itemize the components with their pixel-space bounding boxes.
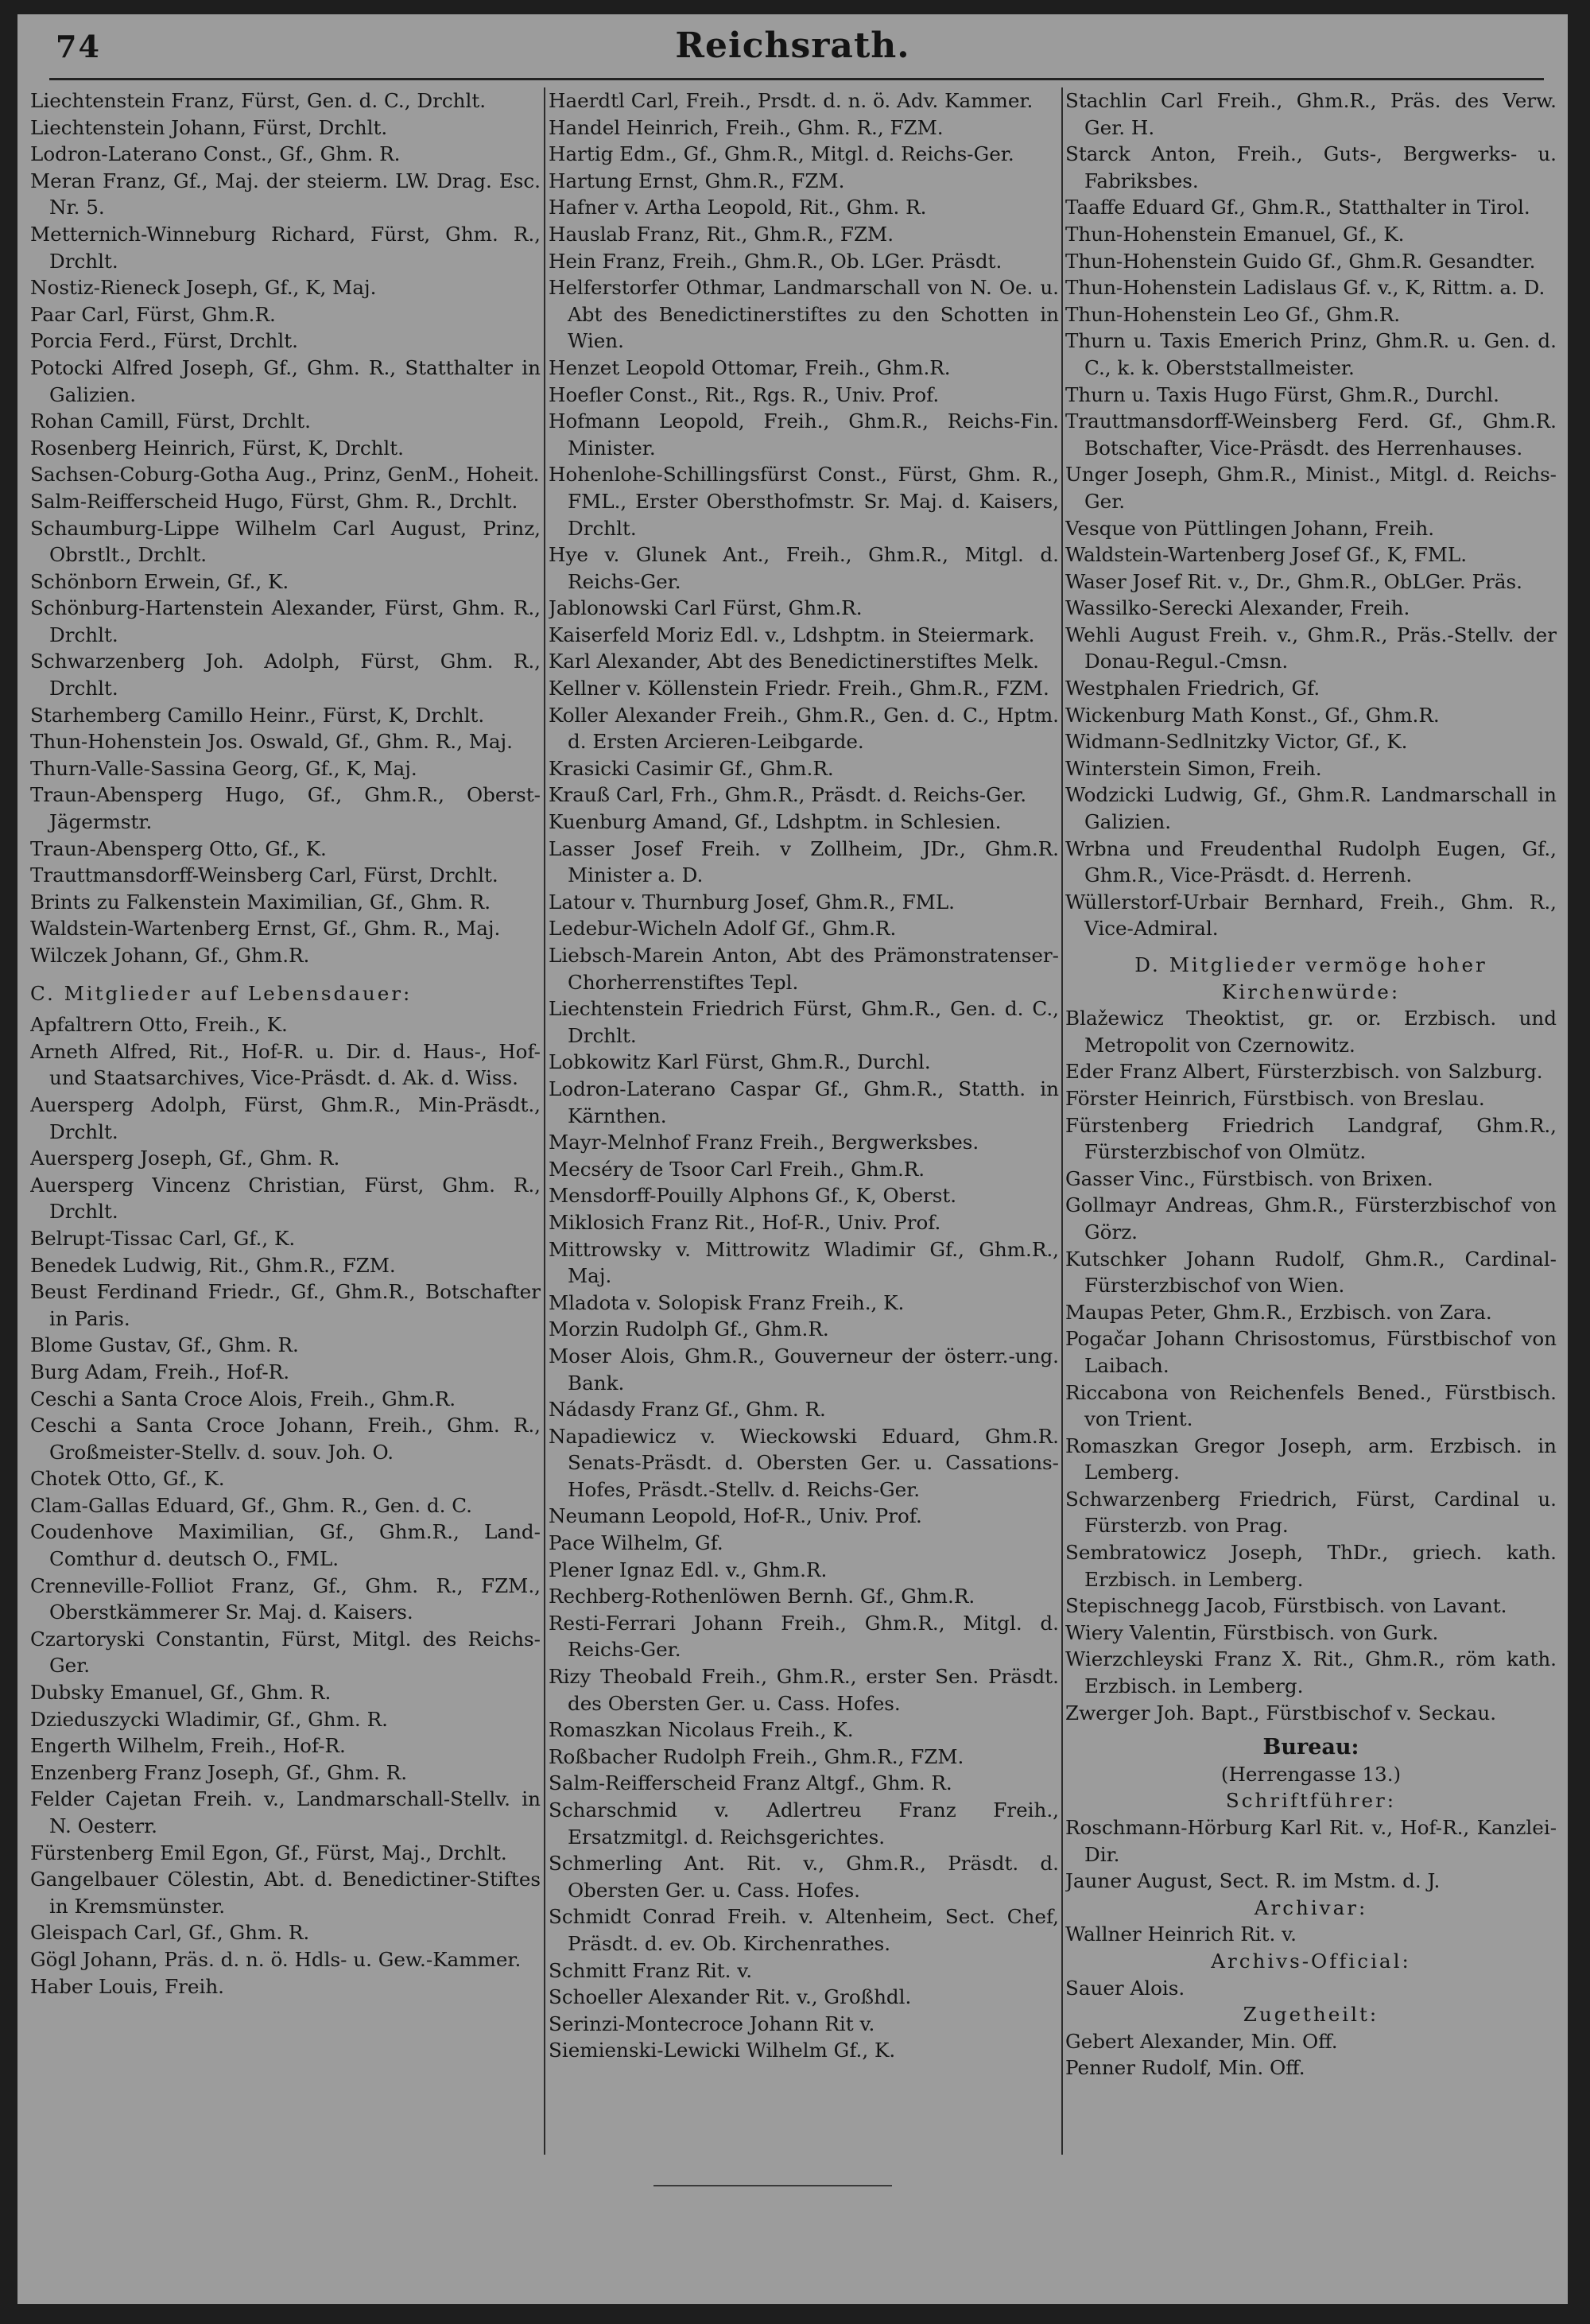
list-item: Schoeller Alexander Rit. v., Großhdl. [549, 1985, 912, 2009]
list-item: Lodron-Laterano Caspar Gf., Ghm.R., Statth. in Kärnthen. [549, 1077, 1059, 1127]
list-item: Gollmayr Andreas, Ghm.R., Fürsterzbischof von Görz. [1065, 1193, 1557, 1243]
list-item: Winterstein Simon, Freih. [1065, 756, 1322, 780]
list-item: Lasser Josef Freih. v Zollheim, JDr., Ghm.R. Minister a. D. [549, 836, 1059, 887]
list-item: Starck Anton, Freih., Guts-, Bergwerks- u. Fabriksbes. [1065, 142, 1557, 192]
bureau-heading: Bureau: [1262, 1735, 1359, 1760]
entry-list [1065, 1005, 1557, 1726]
list-item: Wüllerstorf-Urbair Bernhard, Freih., Ghm. R., Vice-Admiral. [1065, 890, 1557, 941]
document-page [17, 14, 1568, 2304]
list-item: Neumann Leopold, Hof-R., Univ. Prof. [549, 1504, 922, 1528]
list-item: Wrbna und Freudenthal Rudolph Eugen, Gf., Ghm.R., Vice-Präsdt. d. Herrenh. [1065, 836, 1557, 887]
list-item: Unger Joseph, Ghm.R., Minist., Mitgl. d. Reichs-Ger. [1065, 463, 1557, 513]
list-item: Hauslab Franz, Rit., Ghm.R., FZM. [549, 222, 894, 246]
list-item: Eder Franz Albert, Fürsterzbisch. von Salzburg. [1065, 1060, 1543, 1084]
list-item: Maupas Peter, Ghm.R., Erzbisch. von Zara. [1065, 1300, 1492, 1324]
list-item: Lobkowitz Karl Fürst, Ghm.R., Durchl. [549, 1050, 931, 1074]
list-item: Brints zu Falkenstein Maximilian, Gf., Ghm. R. [30, 890, 491, 914]
entry-list [1065, 2028, 1557, 2082]
list-item: Gangelbauer Cölestin, Abt. d. Benedictiner-Stiftes in Kremsmünster. [30, 1868, 541, 1918]
list-item: Gögl Johann, Präs. d. n. ö. Hdls- u. Gew.-Kammer. [30, 1947, 522, 1971]
list-item: Widmann-Sedlnitzky Victor, Gf., K. [1065, 730, 1408, 754]
list-item: Hartig Edm., Gf., Ghm.R., Mitgl. d. Reichs-Ger. [549, 142, 1014, 166]
list-item: Potocki Alfred Joseph, Gf., Ghm. R., Statthalter in Galizien. [30, 355, 541, 406]
list-item: Thurn-Valle-Sassina Georg, Gf., K, Maj. [30, 756, 417, 780]
list-item: Kutschker Johann Rudolf, Ghm.R., Cardinal-Fürsterzbischof von Wien. [1065, 1247, 1557, 1298]
list-item: Mayr-Melnhof Franz Freih., Bergwerksbes. [549, 1131, 979, 1154]
list-item: Rechberg-Rothenlöwen Bernh. Gf., Ghm.R. [549, 1585, 975, 1608]
archivar-entry: Wallner Heinrich Rit. v. [1065, 1922, 1297, 1946]
list-item: Hye v. Glunek Ant., Freih., Ghm.R., Mitgl. d. Reichs-Ger. [549, 543, 1059, 593]
list-item: Burg Adam, Freih., Hof-R. [30, 1360, 290, 1383]
list-item: Benedek Ludwig, Rit., Ghm.R., FZM. [30, 1253, 396, 1277]
page-title: Reichsrath. [675, 25, 910, 66]
list-item: Rosenberg Heinrich, Fürst, K, Drchlt. [30, 436, 404, 460]
list-item: Schönborn Erwein, Gf., K. [30, 569, 289, 593]
list-item: Clam-Gallas Eduard, Gf., Ghm. R., Gen. d. C. [30, 1493, 473, 1517]
list-item: Wassilko-Serecki Alexander, Freih. [1065, 596, 1410, 620]
list-item: Liechtenstein Friedrich Fürst, Ghm.R., Gen. d. C., Drchlt. [549, 997, 1059, 1047]
list-item: Trauttmansdorff-Weinsberg Ferd. Gf., Ghm.R. Botschafter, Vice-Präsdt. des Herrenhauses. [1065, 409, 1557, 460]
entry-list [549, 87, 1059, 2064]
list-item: Krauß Carl, Frh., Ghm.R., Präsdt. d. Reichs-Ger. [549, 783, 1027, 807]
list-item: Belrupt-Tissac Carl, Gf., K. [30, 1226, 296, 1250]
list-item: Hofmann Leopold, Freih., Ghm.R., Reichs-Fin. Minister. [549, 409, 1059, 460]
list-item: Karl Alexander, Abt des Benedictinerstiftes Melk. [549, 650, 1039, 673]
list-item: Czartoryski Constantin, Fürst, Mitgl. des Reichs-Ger. [30, 1627, 541, 1678]
archivs-official-entry: Sauer Alois. [1065, 1976, 1185, 2000]
page-header [17, 25, 1568, 73]
list-item: Waldstein-Wartenberg Josef Gf., K, FML. [1065, 543, 1468, 567]
list-item: Koller Alexander Freih., Ghm.R., Gen. d. C., Hptm. d. Ersten Arcieren-Leibgarde. [549, 703, 1059, 754]
list-item: Pace Wilhelm, Gf. [549, 1531, 723, 1555]
list-item: Ledebur-Wicheln Adolf Gf., Ghm.R. [549, 917, 897, 941]
list-item: Salm-Reifferscheid Franz Altgf., Ghm. R. [549, 1771, 952, 1795]
list-item: Hartung Ernst, Ghm.R., FZM. [549, 169, 845, 192]
list-item: Chotek Otto, Gf., K. [30, 1467, 225, 1491]
entry-list [30, 87, 541, 969]
list-item: Taaffe Eduard Gf., Ghm.R., Statthalter in Tirol. [1065, 196, 1530, 219]
list-item: Metternich-Winneburg Richard, Fürst, Ghm. R., Drchlt. [30, 222, 541, 273]
list-item: Miklosich Franz Rit., Hof-R., Univ. Prof. [549, 1210, 941, 1234]
list-item: Liechtenstein Johann, Fürst, Drchlt. [30, 115, 388, 139]
list-item: Auersperg Joseph, Gf., Ghm. R. [30, 1146, 340, 1170]
list-item: Thun-Hohenstein Emanuel, Gf., K. [1065, 222, 1405, 246]
list-item: Scharschmid v. Adlertreu Franz Freih., Ersatzmitgl. d. Reichsgerichtes. [549, 1798, 1059, 1849]
list-item: Hohenlohe-Schillingsfürst Const., Fürst, Ghm. R., FML., Erster Obersthofmstr. Sr. Maj. d. Kaisers, Drchlt. [549, 463, 1059, 540]
list-item: Nádasdy Franz Gf., Ghm. R. [549, 1398, 826, 1422]
column-left [30, 87, 541, 2171]
list-item: Morzin Rudolph Gf., Ghm.R. [549, 1317, 829, 1341]
list-item: Hein Franz, Freih., Ghm.R., Ob. LGer. Präsdt. [549, 249, 1002, 273]
column-divider [544, 87, 545, 2155]
list-item: Waser Josef Rit. v., Dr., Ghm.R., ObLGer. Präs. [1065, 569, 1522, 593]
entry-list [30, 1011, 541, 2000]
list-item: Thun-Hohenstein Ladislaus Gf. v., K, Rittm. a. D. [1065, 276, 1545, 300]
list-item: Plener Ignaz Edl. v., Ghm.R. [549, 1558, 828, 1581]
list-item: Schaumburg-Lippe Wilhelm Carl August, Prinz, Obrstlt., Drchlt. [30, 516, 541, 567]
list-item: Nostiz-Rieneck Joseph, Gf., K, Maj. [30, 276, 377, 300]
list-item: Salm-Reifferscheid Hugo, Fürst, Ghm. R., Drchlt. [30, 489, 518, 513]
list-item: Liechtenstein Franz, Fürst, Gen. d. C., Drchlt. [30, 89, 487, 112]
list-item: Wiery Valentin, Fürstbisch. von Gurk. [1065, 1620, 1439, 1644]
list-item: Mladota v. Solopisk Franz Freih., K. [549, 1290, 905, 1314]
list-item: Dzieduszycki Wladimir, Gf., Ghm. R. [30, 1707, 388, 1731]
list-item: Schönburg-Hartenstein Alexander, Fürst, Ghm. R., Drchlt. [30, 596, 541, 646]
list-item: Auersperg Vincenz Christian, Fürst, Ghm. R., Drchlt. [30, 1173, 541, 1224]
list-item: Crenneville-Folliot Franz, Gf., Ghm. R., FZM., Oberstkämmerer Sr. Maj. d. Kaisers. [30, 1573, 541, 1624]
list-item: Kuenburg Amand, Gf., Ldshptm. in Schlesien. [549, 810, 1002, 834]
list-item: Kaiserfeld Moriz Edl. v., Ldshptm. in Steiermark. [549, 623, 1035, 646]
list-item: Gasser Vinc., Fürstbisch. von Brixen. [1065, 1166, 1433, 1190]
list-item: Thun-Hohenstein Jos. Oswald, Gf., Ghm. R., Maj. [30, 730, 513, 754]
list-item: Latour v. Thurnburg Josef, Ghm.R., FML. [549, 890, 955, 914]
list-item: Ceschi a Santa Croce Johann, Freih., Ghm. R., Großmeister-Stellv. d. souv. Joh. O. [30, 1414, 541, 1464]
list-item: Arneth Alfred, Rit., Hof-R. u. Dir. d. Haus-, Hof- und Staatsarchives, Vice-Präsdt. d. Ak. d. Wiss. [30, 1039, 541, 1090]
zugetheilt-label: Zugetheilt: [1243, 2003, 1379, 2027]
column-right [1065, 87, 1557, 2171]
list-item: Schmitt Franz Rit. v. [549, 1958, 753, 1982]
list-item: Henzet Leopold Ottomar, Freih., Ghm.R. [549, 355, 951, 379]
list-item: Enzenberg Franz Joseph, Gf., Ghm. R. [30, 1760, 408, 1784]
archivar-label: Archivar: [1254, 1895, 1368, 1919]
list-item: Schmidt Conrad Freih. v. Altenheim, Sect. Chef, Präsdt. d. ev. Ob. Kirchenrathes. [549, 1905, 1059, 1955]
list-item: Hoefler Const., Rit., Rgs. R., Univ. Prof. [549, 382, 940, 406]
list-item: Moser Alois, Ghm.R., Gouverneur der österr.-ung. Bank. [549, 1344, 1059, 1395]
list-item: Haerdtl Carl, Freih., Prsdt. d. n. ö. Adv. Kammer. [549, 89, 1034, 112]
list-item: Dubsky Emanuel, Gf., Ghm. R. [30, 1681, 332, 1705]
list-item: Sachsen-Coburg-Gotha Aug., Prinz, GenM., Hoheit. [30, 463, 540, 487]
list-item: Schmerling Ant. Rit. v., Ghm.R., Präsdt. d. Obersten Ger. u. Cass. Hofes. [549, 1852, 1059, 1902]
list-item: Napadiewicz v. Wieckowski Eduard, Ghm.R. Senats-Präsdt. d. Obersten Ger. u. Cassations-Hofes, Präsdt.-Stellv. d. Reichs-Ger. [549, 1424, 1059, 1501]
list-item: Schwarzenberg Joh. Adolph, Fürst, Ghm. R., Drchlt. [30, 650, 541, 700]
list-item: Engerth Wilhelm, Freih., Hof-R. [30, 1734, 346, 1758]
list-item: Thun-Hohenstein Guido Gf., Ghm.R. Gesandter. [1065, 249, 1536, 273]
header-rule [49, 78, 1544, 80]
list-item: Siemienski-Lewicki Wilhelm Gf., K. [549, 2039, 896, 2062]
list-item: Kellner v. Köllenstein Friedr. Freih., Ghm.R., FZM. [549, 677, 1049, 700]
entry-list [1065, 87, 1557, 942]
list-item: Westphalen Friedrich, Gf. [1065, 677, 1320, 700]
list-item: Roßbacher Rudolph Freih., Ghm.R., FZM. [549, 1744, 964, 1768]
list-item: Romaszkan Nicolaus Freih., K. [549, 1718, 854, 1742]
list-item: Pogačar Johann Chrisostomus, Fürstbischof von Laibach. [1065, 1327, 1557, 1377]
list-item: Lodron-Laterano Const., Gf., Ghm. R. [30, 142, 401, 166]
list-item: Felder Cajetan Freih. v., Landmarschall-Stellv. in N. Oesterr. [30, 1787, 541, 1837]
list-item: Fürstenberg Friedrich Landgraf, Ghm.R., Fürsterzbischof von Olmütz. [1065, 1113, 1557, 1164]
list-item: Mittrowsky v. Mittrowitz Wladimir Gf., Ghm.R., Maj. [549, 1237, 1059, 1288]
list-item: Thurn u. Taxis Emerich Prinz, Ghm.R. u. Gen. d. C., k. k. Oberststallmeister. [1065, 329, 1557, 379]
list-item: Jablonowski Carl Fürst, Ghm.R. [549, 596, 863, 620]
entry-list [1065, 1814, 1557, 1895]
list-item: Blome Gustav, Gf., Ghm. R. [30, 1333, 299, 1357]
list-item: Fürstenberg Emil Egon, Gf., Fürst, Maj., Drchlt. [30, 1841, 507, 1864]
list-item: Beust Ferdinand Friedr., Gf., Ghm.R., Botschafter in Paris. [30, 1280, 541, 1330]
list-item: Stepischnegg Jacob, Fürstbisch. von Lavant. [1065, 1594, 1507, 1618]
list-item: Wodzicki Ludwig, Gf., Ghm.R. Landmarschall in Galizien. [1065, 783, 1557, 834]
section-heading-c: C. Mitglieder auf Lebensdauer: [30, 981, 413, 1005]
list-item: Sembratowicz Joseph, ThDr., griech. kath. Erzbisch. in Lemberg. [1065, 1541, 1557, 1591]
archivs-official-label: Archivs-Official: [1211, 1949, 1411, 1973]
list-item: Haber Louis, Freih. [30, 1974, 224, 1998]
list-item: Serinzi-Montecroce Johann Rit v. [549, 2012, 875, 2035]
list-item: Resti-Ferrari Johann Freih., Ghm.R., Mitgl. d. Reichs-Ger. [549, 1611, 1059, 1662]
list-item: Wilczek Johann, Gf., Ghm.R. [30, 944, 310, 967]
list-item: Auersperg Adolph, Fürst, Ghm.R., Min-Präsdt., Drchlt. [30, 1092, 541, 1143]
list-item: Zwerger Joh. Bapt., Fürstbischof v. Seckau. [1065, 1701, 1497, 1725]
list-item: Traun-Abensperg Otto, Gf., K. [30, 836, 327, 860]
list-item: Mensdorff-Pouilly Alphons Gf., K, Oberst. [549, 1184, 957, 1208]
list-item: Thun-Hohenstein Leo Gf., Ghm.R. [1065, 302, 1401, 326]
list-item: Riccabona von Reichenfels Bened., Fürstbisch. von Trient. [1065, 1380, 1557, 1431]
list-item: Gebert Alexander, Min. Off. [1065, 2029, 1338, 2053]
list-item: Blažewicz Theoktist, gr. or. Erzbisch. und Metropolit von Czernowitz. [1065, 1007, 1557, 1057]
column-divider [1061, 87, 1063, 2155]
list-item: Handel Heinrich, Freih., Ghm. R., FZM. [549, 115, 944, 139]
bureau-address: (Herrengasse 13.) [1220, 1762, 1402, 1786]
list-item: Wehli August Freih. v., Ghm.R., Präs.-Stellv. der Donau-Regul.-Cmsn. [1065, 623, 1557, 673]
list-item: Porcia Ferd., Fürst, Drchlt. [30, 329, 298, 353]
list-item: Coudenhove Maximilian, Gf., Ghm.R., Land-Comthur d. deutsch O., FML. [30, 1520, 541, 1571]
list-item: Apfaltrern Otto, Freih., K. [30, 1013, 288, 1037]
section-heading-d: D. Mitglieder vermöge hoher [1134, 953, 1487, 976]
list-item: Liebsch-Marein Anton, Abt des Prämonstratenser-Chorherrenstiftes Tepl. [549, 944, 1059, 994]
list-item: Thurn u. Taxis Hugo Fürst, Ghm.R., Durchl. [1065, 382, 1499, 406]
list-item: Hafner v. Artha Leopold, Rit., Ghm. R. [549, 196, 927, 219]
list-item: Krasicki Casimir Gf., Ghm.R. [549, 756, 834, 780]
list-item: Stachlin Carl Freih., Ghm.R., Präs. des Verw. Ger. H. [1065, 89, 1557, 139]
list-item: Rohan Camill, Fürst, Drchlt. [30, 409, 311, 433]
list-item: Starhemberg Camillo Heinr., Fürst, K, Drchlt. [30, 703, 485, 727]
footer-rule [653, 2185, 892, 2186]
list-item: Rizy Theobald Freih., Ghm.R., erster Sen. Präsdt. des Obersten Ger. u. Cass. Hofes. [549, 1665, 1059, 1715]
list-item: Penner Rudolf, Min. Off. [1065, 2056, 1305, 2080]
list-item: Paar Carl, Fürst, Ghm.R. [30, 302, 276, 326]
list-item: Waldstein-Wartenberg Ernst, Gf., Ghm. R., Maj. [30, 917, 501, 941]
list-item: Mecséry de Tsoor Carl Freih., Ghm.R. [549, 1157, 925, 1181]
list-item: Trauttmansdorff-Weinsberg Carl, Fürst, Drchlt. [30, 863, 498, 887]
list-item: Jauner August, Sect. R. im Mstm. d. J. [1065, 1869, 1441, 1893]
list-item: Helferstorfer Othmar, Landmarschall von N. Oe. u. Abt des Benedictinerstiftes zu den Schotten in Wien. [549, 276, 1059, 353]
list-item: Vesque von Püttlingen Johann, Freih. [1065, 516, 1435, 540]
list-item: Ceschi a Santa Croce Alois, Freih., Ghm.R. [30, 1387, 456, 1410]
section-heading-d-cont: Kirchenwürde: [1221, 980, 1401, 1003]
column-middle [549, 87, 1059, 2171]
list-item: Roschmann-Hörburg Karl Rit. v., Hof-R., Kanzlei-Dir. [1065, 1816, 1557, 1866]
list-item: Meran Franz, Gf., Maj. der steierm. LW. Drag. Esc. Nr. 5. [30, 169, 541, 219]
list-item: Romaszkan Gregor Joseph, arm. Erzbisch. in Lemberg. [1065, 1434, 1557, 1484]
list-item: Wierzchleyski Franz X. Rit., Ghm.R., röm kath. Erzbisch. in Lemberg. [1065, 1647, 1557, 1698]
list-item: Gleispach Carl, Gf., Ghm. R. [30, 1921, 310, 1945]
list-item: Traun-Abensperg Hugo, Gf., Ghm.R., Oberst-Jägermstr. [30, 783, 541, 834]
list-item: Förster Heinrich, Fürstbisch. von Breslau. [1065, 1086, 1485, 1110]
page-number: 74 [56, 29, 101, 64]
schriftfuehrer-label: Schriftführer: [1225, 1789, 1397, 1813]
list-item: Wickenburg Math Konst., Gf., Ghm.R. [1065, 703, 1440, 727]
list-item: Schwarzenberg Friedrich, Fürst, Cardinal u. Fürsterzb. von Prag. [1065, 1487, 1557, 1538]
